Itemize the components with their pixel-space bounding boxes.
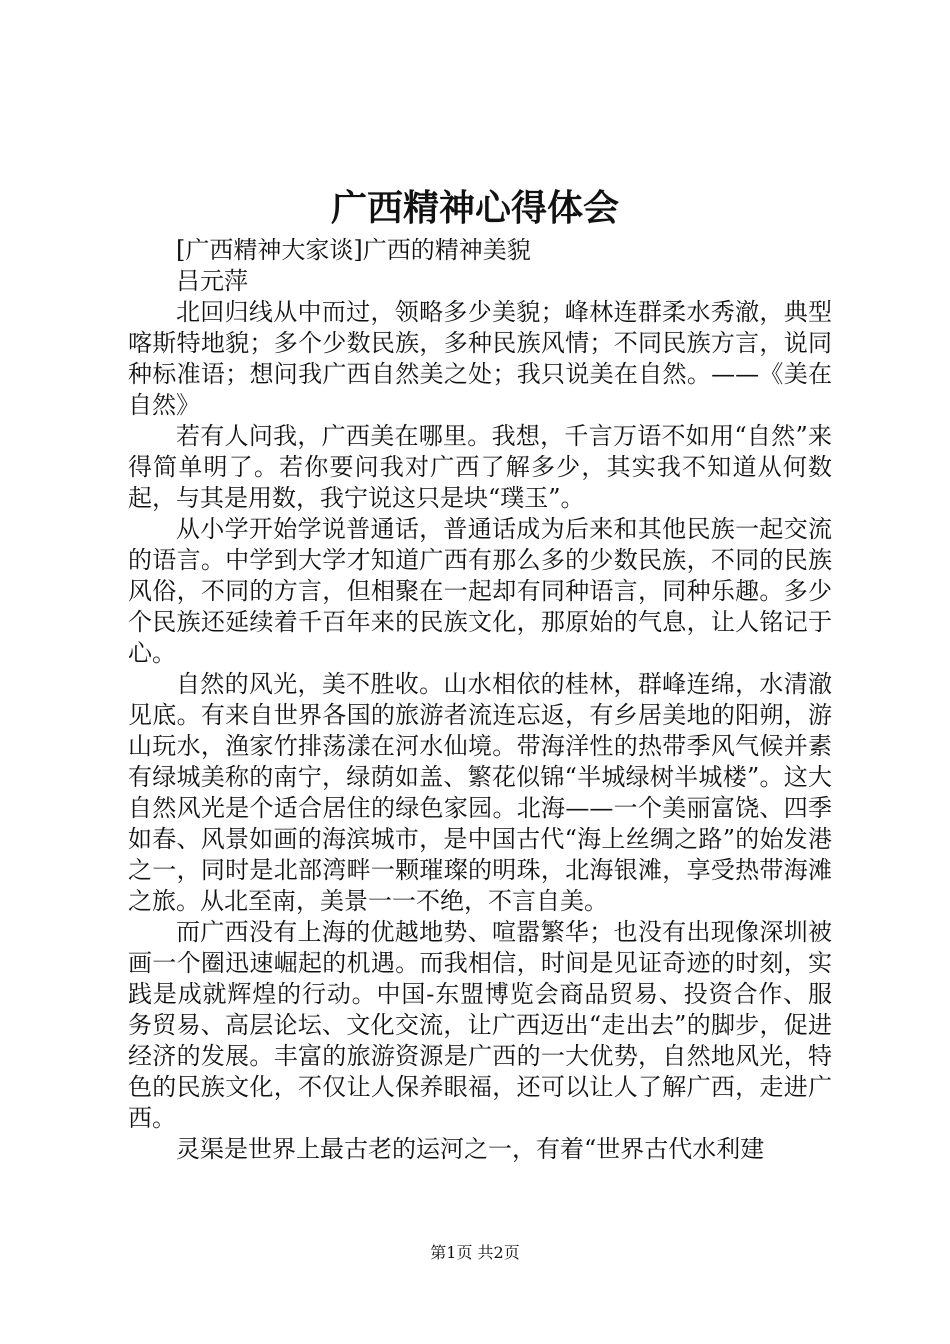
paragraph: 自然的风光，美不胜收。山水相依的桂林，群峰连绵，水清澈见底。有来自世界各国的旅游者流连忘返，有乡居美地的阳朔，游山玩水，渔家竹排荡漾在河水仙境。带海洋性的热带季风气候并素有绿城美称的南宁，绿荫如盖、繁花似锦“半城绿树半城楼”。这大自然风光是个适合居住的绿色家园。北海——一个美丽富饶、四季如春、风景如画的海滨城市，是中国古代“海上丝绸之路”的始发港之一，同时是北部湾畔一颗璀璨的明珠，北海银滩，享受热带海滩之旅。从北至南，美景一一不绝，不言自美。 <box>128 670 832 915</box>
paragraph: 灵渠是世界上最古老的运河之一，有着“世界古代水利建 <box>176 1135 765 1163</box>
paragraph: 若有人问我，广西美在哪里。我想，千言万语不如用“自然”来得简单明了。若你要问我对广西了解多少，其实我不知道从何数起，与其是用数，我宁说这只是块“璞玉”。 <box>128 422 832 512</box>
paragraph: 从小学开始学说普通话，普通话成为后来和其他民族一起交流的语言。中学到大学才知道广西有那么多的少数民族，不同的民族风俗，不同的方言，但相聚在一起却有同种语言，同种乐趣。多少个民族还延续着千百年来的民族文化，那原始的气息，让人铭记于心。 <box>128 515 832 667</box>
page-title: 广西精神心得体会 <box>330 187 619 229</box>
document-body <box>128 235 832 1165</box>
author: 吕元萍 <box>176 267 248 295</box>
paragraph: 而广西没有上海的优越地势、喧嚣繁华；也没有出现像深圳被画一个圈迅速崛起的机遇。而我相信，时间是见证奇迹的时刻，实践是成就辉煌的行动。中国-东盟博览会商品贸易、投资合作、服务贸易、高层论坛、文化交流，让广西迈出“走出去”的脚步，促进经济的发展。丰富的旅游资源是广西的一大优势，自然地风光，特色的民族文化，不仅让人保养眼福，还可以让人了解广西，走进广西。 <box>128 918 832 1132</box>
paragraph: 北回归线从中而过，领略多少美貌；峰林连群柔水秀澈，典型喀斯特地貌；多个少数民族，多种民族风情；不同民族方言，说同种标准语；想问我广西自然美之处；我只说美在自然。——《美在自然》 <box>128 298 832 419</box>
page-number: 第1页 共2页 <box>430 1243 520 1262</box>
subtitle: [广西精神大家谈]广西的精神美貌 <box>176 236 531 264</box>
